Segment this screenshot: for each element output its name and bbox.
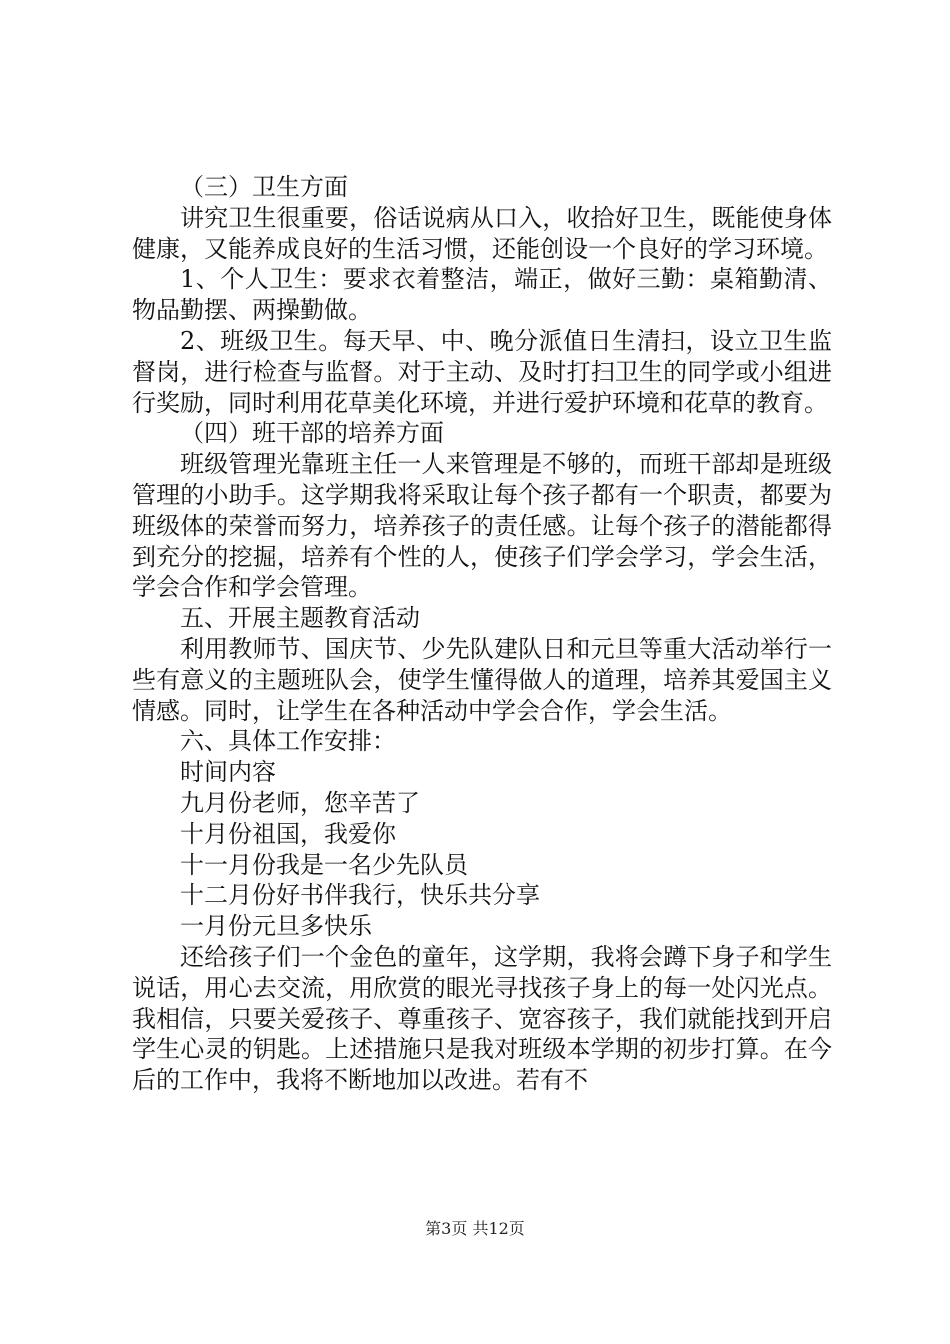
page-number-footer: 第3页 共12页 — [425, 1219, 525, 1238]
paragraph-class-hygiene: 2、班级卫生。每天早、中、晚分派值日生清扫，设立卫生监督岗，进行检查与监督。对于主动、及时打扫卫生的同学或小组进行奖励，同时利用花草美化环境，并进行爱护环境和花草的教育。 — [132, 326, 832, 417]
section-heading-work-schedule: 六、具体工作安排： — [180, 727, 396, 756]
schedule-item-november: 十一月份我是一名少先队员 — [180, 850, 468, 879]
schedule-item-december: 十二月份好书伴我行，快乐共分享 — [180, 881, 540, 910]
schedule-item-september: 九月份老师，您辛苦了 — [180, 788, 420, 817]
schedule-item-january: 一月份元旦多快乐 — [180, 912, 372, 941]
paragraph-class-cadres: 班级管理光靠班主任一人来管理是不够的，而班干部却是班级管理的小助手。这学期我将采取让每个孩子都有一个职责，都要为班级体的荣誉而努力，培养孩子的责任感。让每个孩子的潜能都得到充分的挖掘，培养有个性的人，使孩子们学会学习，学会生活，学会合作和学会管理。 — [132, 450, 832, 602]
schedule-item-october: 十月份祖国，我爱你 — [180, 819, 396, 848]
section-heading-theme-activities: 五、开展主题教育活动 — [180, 604, 420, 633]
section-heading-class-cadres: （四）班干部的培养方面 — [180, 419, 444, 448]
paragraph-conclusion: 还给孩子们一个金色的童年，这学期，我将会蹲下身子和学生说话，用心去交流，用欣赏的眼光寻找孩子身上的每一处闪光点。我相信，只要关爱孩子、尊重孩子、宽容孩子，我们就能找到开启学生心灵的钥匙。上述措施只是我对班级本学期的初步打算。在今后的工作中，我将不断地加以改进。若有不 — [132, 942, 832, 1095]
schedule-header: 时间内容 — [180, 758, 276, 787]
document-body — [132, 172, 832, 1096]
paragraph-hygiene-intro: 讲究卫生很重要，俗话说病从口入，收拾好卫生，既能使身体健康，又能养成良好的生活习惯，还能创设一个良好的学习环境。 — [132, 203, 832, 263]
section-heading-hygiene: （三）卫生方面 — [180, 173, 348, 201]
paragraph-theme-activities: 利用教师节、国庆节、少先队建队日和元旦等重大活动举行一些有意义的主题班队会，使学生懂得做人的道理，培养其爱国主义情感。同时，让学生在各种活动中学会合作，学会生活。 — [132, 634, 832, 725]
paragraph-personal-hygiene: 1、个人卫生：要求衣着整洁，端正，做好三勤：桌箱勤清、物品勤摆、两操勤做。 — [132, 265, 832, 325]
